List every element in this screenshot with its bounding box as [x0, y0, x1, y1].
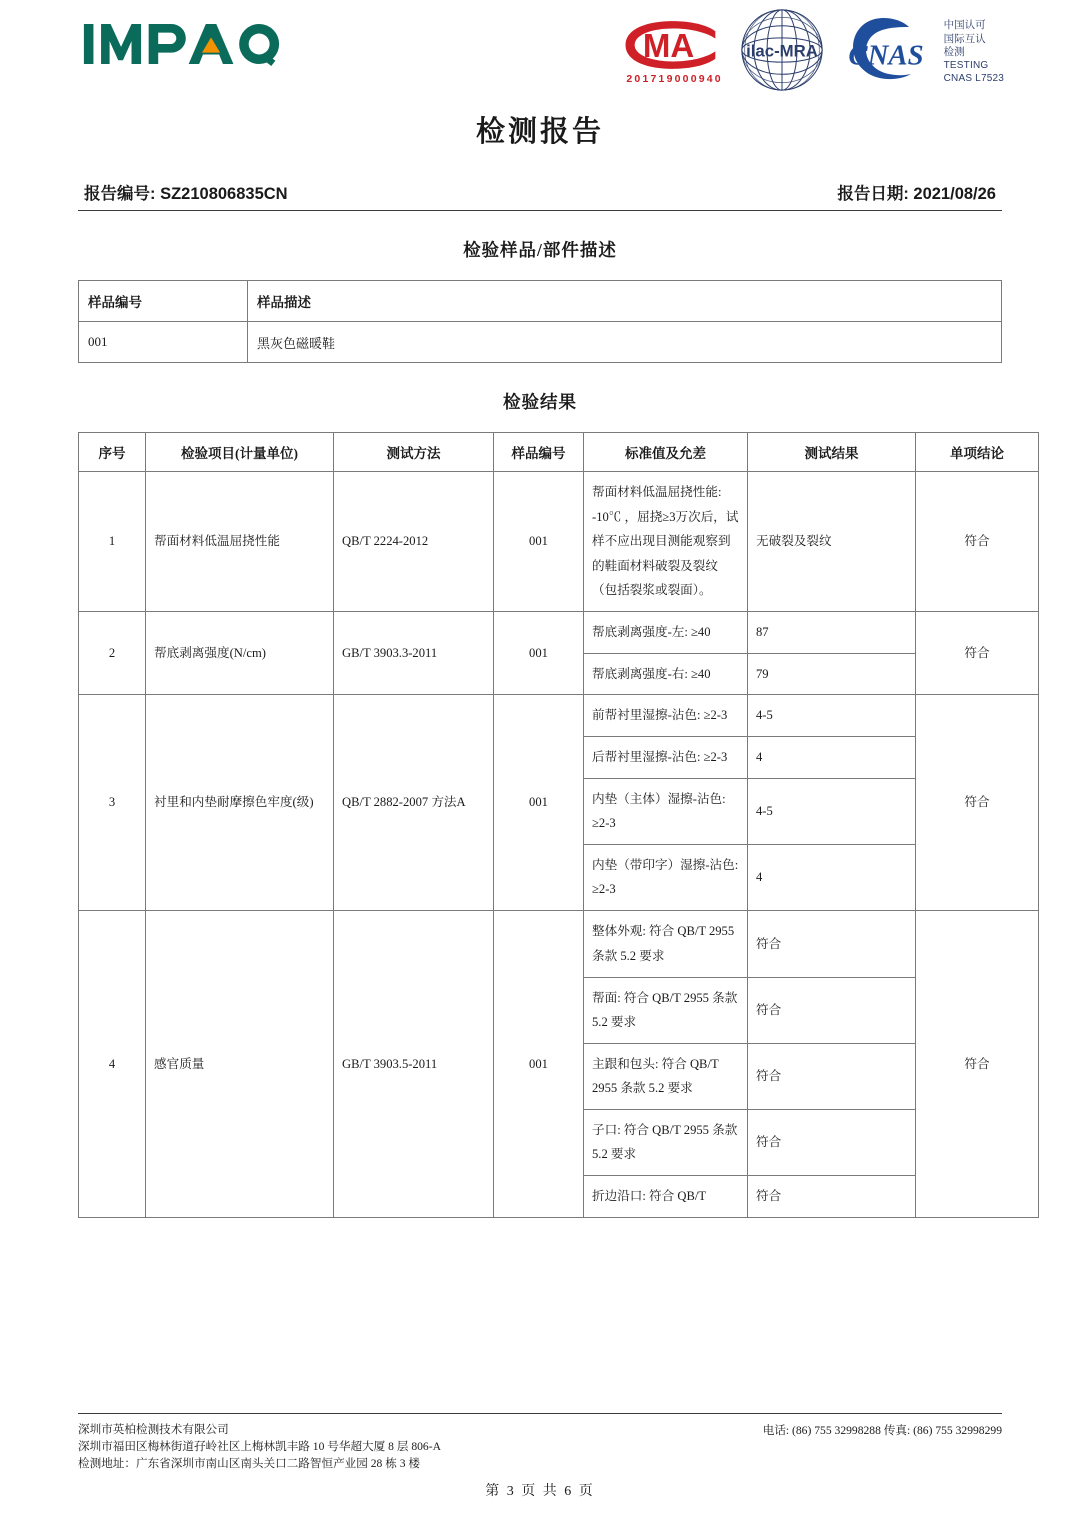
result-value-cell — [748, 472, 916, 612]
footer-contact: 电话: (86) 755 32998288 传真: (86) 755 32998299 — [762, 1424, 1002, 1437]
result-conclusion-cell: 符合 — [916, 612, 1039, 695]
table-row — [79, 322, 1002, 363]
col-header-method: 测试方法 — [334, 433, 494, 472]
result-conclusion-cell: 符合 — [916, 472, 1039, 612]
result-sub-value: 符合 — [748, 977, 915, 1043]
result-sub-value: 4-5 — [748, 778, 915, 844]
standard-sub-row — [584, 472, 747, 611]
col-header-item: 检验项目(计量单位) — [146, 433, 334, 472]
sample-section-title: 检验样品/部件描述 — [463, 240, 617, 260]
standard-sub-row — [584, 844, 747, 910]
footer-address-2: 检测地址：广东省深圳市南山区南头关口二路智恒产业园 28 栋 3 楼 — [78, 1457, 421, 1470]
svg-text:CNAS: CNAS — [848, 39, 924, 72]
standard-sub-value: 帮面: 符合 QB/T 2955 条款 5.2 要求 — [584, 977, 747, 1043]
page-footer — [78, 1413, 1002, 1500]
standard-sub-value: 帮底剥离强度-右: ≥40 — [592, 666, 711, 681]
standard-sub-value: 内垫（主体）湿擦-沾色: ≥2-3 — [584, 778, 747, 844]
standard-sub-row — [584, 1109, 747, 1175]
test-results-table — [78, 432, 1039, 1218]
certification-marks — [620, 8, 1004, 97]
table-header-row — [79, 433, 1039, 472]
result-sub-row — [748, 472, 915, 611]
result-sub-value: 符合 — [748, 1043, 915, 1109]
result-index-cell: 3 — [79, 695, 146, 911]
result-sub-row — [748, 844, 915, 910]
result-index-cell: 2 — [79, 612, 146, 695]
col-header-sample: 样品编号 — [494, 433, 584, 472]
col-header-index: 序号 — [79, 433, 146, 472]
result-method-cell: QB/T 2224-2012 — [334, 472, 494, 612]
result-sub-row — [748, 1109, 915, 1175]
cnas-line-1: 中国认可 — [943, 19, 986, 32]
cnas-line-2: 国际互认 — [943, 32, 986, 45]
sample-no-cell: 001 — [79, 322, 248, 363]
result-index-cell: 1 — [79, 472, 146, 612]
sample-description-table — [78, 280, 1002, 363]
result-sample-cell: 001 — [494, 612, 584, 695]
result-sample-cell: 001 — [494, 911, 584, 1217]
report-date-value: 2021/08/26 — [913, 185, 996, 203]
standard-sub-row — [584, 778, 747, 844]
result-standard-cell — [584, 911, 748, 1217]
result-sub-value: 4-5 — [748, 695, 915, 736]
col-header-conclusion: 单项结论 — [916, 433, 1039, 472]
result-sub-row — [748, 695, 915, 736]
result-index-cell: 4 — [79, 911, 146, 1217]
cnas-line-5: CNAS L7523 — [943, 73, 1004, 85]
standard-sub-value: 内垫（带印字）湿擦-沾色: ≥2-3 — [592, 857, 739, 897]
standard-sub-value: 折边沿口: 符合 QB/T — [592, 1189, 707, 1204]
result-item-cell: 感官质量 — [146, 911, 334, 1217]
cnas-line-4: TESTING — [943, 60, 989, 72]
result-standard-cell — [584, 612, 748, 695]
sample-no-header: 样品编号 — [79, 281, 248, 322]
result-method-cell: QB/T 2882-2007 方法A — [334, 695, 494, 911]
result-sub-value: 符合 — [748, 911, 915, 977]
result-sub-value: 87 — [748, 612, 915, 653]
footer-company-name: 深圳市英柏检测技术有限公司 — [78, 1423, 229, 1436]
result-sub-value: 4 — [756, 870, 763, 885]
result-standard-cell — [584, 695, 748, 911]
result-method-cell: GB/T 3903.5-2011 — [334, 911, 494, 1217]
footer-company-info — [78, 1421, 441, 1472]
result-sub-value: 符合 — [756, 1188, 782, 1203]
standard-sub-row — [584, 911, 747, 977]
table-header-row — [79, 281, 1002, 322]
standard-sub-value: 子口: 符合 QB/T 2955 条款 5.2 要求 — [584, 1109, 747, 1175]
cma-number: 201719000940 — [626, 73, 723, 85]
result-sub-row — [748, 778, 915, 844]
cnas-mark — [838, 13, 930, 92]
ilac-mra-mark — [740, 8, 828, 97]
result-sub-value: 4 — [748, 736, 915, 778]
report-number — [84, 180, 288, 204]
standard-sub-value: 前帮衬里湿擦-沾色: ≥2-3 — [584, 695, 747, 736]
result-sub-row — [748, 1175, 915, 1216]
footer-address-1: 深圳市福田区梅林街道孖岭社区上梅林凯丰路 10 号华超大厦 8 层 806-A — [78, 1440, 441, 1453]
result-sub-row — [748, 612, 915, 653]
page-title: 检测报告 — [475, 116, 604, 148]
result-sub-row — [748, 911, 915, 977]
report-meta — [78, 180, 1002, 210]
standard-sub-row — [584, 695, 747, 736]
cnas-line-3: 检测 — [943, 45, 965, 58]
report-date-label: 报告日期: — [837, 185, 909, 203]
results-section-title: 检验结果 — [503, 392, 577, 412]
impaq-logo — [82, 16, 282, 72]
result-sub-row — [748, 653, 915, 694]
standard-sub-value: 帮底剥离强度-左: ≥40 — [584, 612, 747, 653]
table-row — [79, 695, 1039, 911]
standard-sub-value: 整体外观: 符合 QB/T 2955 条款 5.2 要求 — [584, 911, 747, 977]
table-row — [79, 612, 1039, 695]
svg-text:MA: MA — [642, 26, 694, 64]
col-header-result: 测试结果 — [748, 433, 916, 472]
result-method-cell: GB/T 3903.3-2011 — [334, 612, 494, 695]
result-sub-value: 符合 — [748, 1109, 915, 1175]
result-sample-cell: 001 — [494, 472, 584, 612]
standard-sub-row — [584, 653, 747, 694]
sample-desc-cell: 黑灰色磁暖鞋 — [248, 322, 1002, 363]
report-date — [837, 180, 996, 204]
result-item-cell: 帮底剥离强度(N/cm) — [146, 612, 334, 695]
result-sample-cell: 001 — [494, 695, 584, 911]
result-sub-value: 无破裂及裂纹 — [756, 534, 832, 549]
standard-sub-row — [584, 736, 747, 778]
result-value-cell — [748, 911, 916, 1217]
standard-sub-row — [584, 1176, 747, 1217]
standard-sub-row — [584, 977, 747, 1043]
result-sub-value: 79 — [756, 666, 769, 681]
svg-text:ilac-MRA: ilac-MRA — [745, 41, 818, 61]
result-value-cell — [748, 612, 916, 695]
standard-sub-row — [584, 612, 747, 653]
header-divider — [78, 210, 1002, 211]
result-standard-cell — [584, 472, 748, 612]
sample-desc-header: 样品描述 — [248, 281, 1002, 322]
result-item-cell: 帮面材料低温屈挠性能 — [146, 472, 334, 612]
report-number-value: SZ210806835CN — [160, 185, 288, 203]
report-number-label: 报告编号: — [84, 185, 156, 203]
result-sub-row — [748, 736, 915, 778]
result-sub-row — [748, 977, 915, 1043]
table-row — [79, 911, 1039, 1217]
table-row — [79, 472, 1039, 612]
test-results-body — [79, 472, 1039, 1218]
standard-sub-row — [584, 1043, 747, 1109]
standard-sub-value: 帮面材料低温屈挠性能: -10℃ ，屈挠≥3万次后，试样不应出现目测能观察到的鞋面材料破裂及裂纹（包括裂浆或裂面）。 — [592, 485, 739, 598]
cnas-accreditation-text — [940, 19, 1004, 85]
result-sub-row — [748, 1043, 915, 1109]
col-header-standard: 标准值及允差 — [584, 433, 748, 472]
page-number: 第 3 页 共 6 页 — [485, 1484, 595, 1499]
result-conclusion-cell: 符合 — [916, 695, 1039, 911]
standard-sub-value: 后帮衬里湿擦-沾色: ≥2-3 — [584, 736, 747, 778]
footer-divider — [78, 1413, 1002, 1414]
result-value-cell — [748, 695, 916, 911]
standard-sub-value: 主跟和包头: 符合 QB/T 2955 条款 5.2 要求 — [584, 1043, 747, 1109]
cma-mark — [620, 20, 730, 85]
page-header — [78, 0, 1002, 95]
result-item-cell: 衬里和内垫耐摩擦色牢度(级) — [146, 695, 334, 911]
result-conclusion-cell: 符合 — [916, 911, 1039, 1217]
